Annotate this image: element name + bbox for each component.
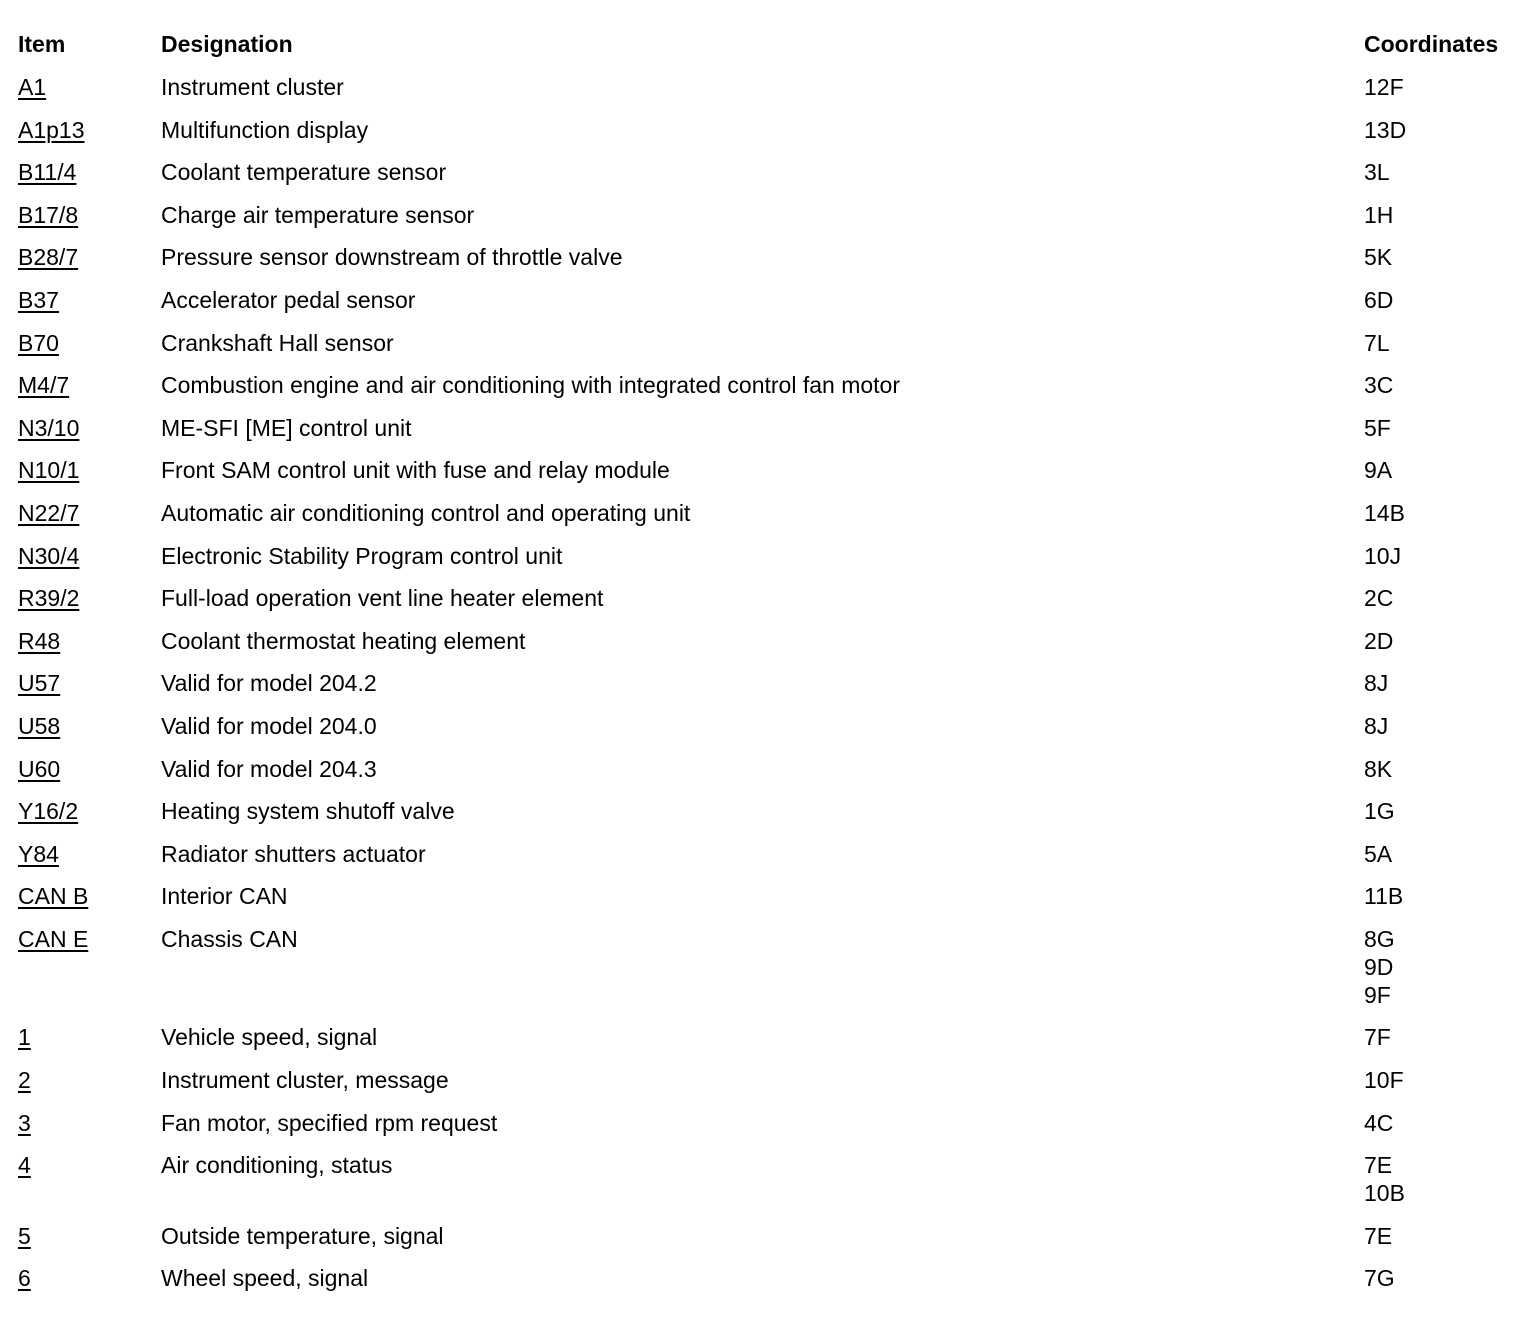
table-row xyxy=(18,577,1524,620)
coordinate-value: 8J xyxy=(1364,712,1389,739)
table-row xyxy=(18,790,1524,833)
item-link[interactable]: N22/7 xyxy=(18,499,80,526)
item-cell xyxy=(18,73,161,101)
designation-cell: Air conditioning, status xyxy=(161,1152,393,1179)
coordinates-cell xyxy=(1364,840,1524,868)
coordinate-value: 1H xyxy=(1364,201,1394,228)
table-row xyxy=(18,1257,1524,1300)
coordinates-cell xyxy=(1364,627,1524,655)
item-link[interactable]: B37 xyxy=(18,286,59,313)
coordinate-value: 14B xyxy=(1364,499,1405,526)
item-cell xyxy=(18,1109,161,1137)
item-cell xyxy=(18,116,161,144)
table-row xyxy=(18,620,1524,663)
item-link[interactable]: R48 xyxy=(18,627,61,654)
item-link[interactable]: Y84 xyxy=(18,840,59,867)
table-row xyxy=(18,449,1524,492)
designation-cell: Valid for model 204.3 xyxy=(161,755,377,782)
table-row xyxy=(18,833,1524,876)
coordinate-value: 2D xyxy=(1364,627,1394,654)
item-link[interactable]: 1 xyxy=(18,1024,31,1051)
coordinates-cell xyxy=(1364,371,1524,399)
coordinates-cell xyxy=(1364,456,1524,484)
coordinate-value: 4C xyxy=(1364,1109,1394,1136)
header-coordinates: Coordinates xyxy=(1364,31,1499,57)
item-link[interactable]: M4/7 xyxy=(18,372,70,399)
table-row xyxy=(18,1059,1524,1102)
designation-cell: Wheel speed, signal xyxy=(161,1265,369,1292)
coordinate-value: 7E xyxy=(1364,1152,1393,1179)
coordinates-cell xyxy=(1364,669,1524,697)
item-cell xyxy=(18,499,161,527)
coordinates-cell xyxy=(1364,925,1524,1009)
table-row xyxy=(18,236,1524,279)
coordinates-cell xyxy=(1364,1151,1524,1207)
item-link[interactable]: A1p13 xyxy=(18,116,85,143)
item-cell xyxy=(18,456,161,484)
header-item: Item xyxy=(18,31,66,57)
legend-table xyxy=(18,24,1524,1300)
designation-cell: Electronic Stability Program control unit xyxy=(161,542,563,569)
item-cell xyxy=(18,712,161,740)
designation-cell: Instrument cluster, message xyxy=(161,1067,449,1094)
coordinate-value: 13D xyxy=(1364,116,1407,143)
item-cell xyxy=(18,1151,161,1179)
table-row xyxy=(18,407,1524,450)
item-link[interactable]: B11/4 xyxy=(18,159,77,186)
designation-cell: Chassis CAN xyxy=(161,925,298,952)
designation-cell: Radiator shutters actuator xyxy=(161,840,426,867)
table-row xyxy=(18,364,1524,407)
designation-cell: Coolant temperature sensor xyxy=(161,159,447,186)
item-cell xyxy=(18,669,161,697)
coordinate-value: 11B xyxy=(1364,883,1404,910)
item-cell xyxy=(18,1023,161,1051)
table-body xyxy=(18,66,1524,1300)
item-cell xyxy=(18,329,161,357)
item-cell xyxy=(18,627,161,655)
item-cell xyxy=(18,542,161,570)
designation-cell: Fan motor, specified rpm request xyxy=(161,1109,498,1136)
coordinates-cell xyxy=(1364,286,1524,314)
table-row xyxy=(18,151,1524,194)
coordinate-value: 8J xyxy=(1364,670,1389,697)
coordinates-cell xyxy=(1364,116,1524,144)
item-cell xyxy=(18,755,161,783)
table-row xyxy=(18,875,1524,918)
coordinates-cell xyxy=(1364,158,1524,186)
coordinates-cell xyxy=(1364,1264,1524,1292)
item-link[interactable]: U60 xyxy=(18,755,61,782)
designation-cell: Valid for model 204.0 xyxy=(161,712,377,739)
designation-cell: Interior CAN xyxy=(161,883,288,910)
coordinate-value: 5F xyxy=(1364,414,1391,441)
item-cell xyxy=(18,840,161,868)
table-row xyxy=(18,918,1524,1017)
table-row xyxy=(18,322,1524,365)
designation-cell: Automatic air conditioning control and operating unit xyxy=(161,499,691,526)
item-cell xyxy=(18,1222,161,1250)
item-link[interactable]: CAN E xyxy=(18,925,89,952)
coordinates-cell xyxy=(1364,1023,1524,1051)
coordinates-cell xyxy=(1364,243,1524,271)
table-row xyxy=(18,109,1524,152)
designation-cell: Instrument cluster xyxy=(161,74,344,100)
coordinate-value: 6D xyxy=(1364,286,1394,313)
item-link[interactable]: 6 xyxy=(18,1265,31,1292)
item-link[interactable]: N3/10 xyxy=(18,414,80,441)
coordinates-cell xyxy=(1364,1066,1524,1094)
item-cell xyxy=(18,414,161,442)
item-link[interactable]: CAN B xyxy=(18,883,89,910)
item-link[interactable]: 5 xyxy=(18,1222,31,1249)
table-row xyxy=(18,748,1524,791)
designation-cell: Accelerator pedal sensor xyxy=(161,286,416,313)
coordinates-cell xyxy=(1364,499,1524,527)
designation-cell: Valid for model 204.2 xyxy=(161,670,377,697)
item-cell xyxy=(18,158,161,186)
table-row xyxy=(18,1016,1524,1059)
coordinates-cell xyxy=(1364,201,1524,229)
table-row xyxy=(18,194,1524,237)
item-cell xyxy=(18,286,161,314)
coordinate-value: 12F xyxy=(1364,74,1404,100)
coordinate-value: 8K xyxy=(1364,755,1393,782)
item-cell xyxy=(18,243,161,271)
coordinate-value: 1G xyxy=(1364,798,1395,825)
coordinate-value: 5K xyxy=(1364,244,1393,271)
table-row xyxy=(18,1144,1524,1215)
designation-cell: Multifunction display xyxy=(161,116,369,143)
coordinates-cell xyxy=(1364,1109,1524,1137)
coordinates-cell xyxy=(1364,414,1524,442)
item-link[interactable]: U58 xyxy=(18,712,61,739)
coordinate-value: 10J xyxy=(1364,542,1402,569)
table-row xyxy=(18,279,1524,322)
item-link[interactable]: 4 xyxy=(18,1152,31,1179)
designation-cell: Combustion engine and air conditioning with integrated control fan motor xyxy=(161,372,900,399)
coordinate-value: 8G xyxy=(1364,925,1395,952)
item-cell xyxy=(18,882,161,910)
item-cell xyxy=(18,584,161,612)
designation-cell: Heating system shutoff valve xyxy=(161,798,455,825)
coordinate-value: 9D xyxy=(1364,953,1394,980)
item-link[interactable]: 3 xyxy=(18,1109,31,1136)
coordinate-value: 5A xyxy=(1364,840,1393,867)
designation-cell: Front SAM control unit with fuse and relay module xyxy=(161,457,670,484)
designation-cell: ME-SFI [ME] control unit xyxy=(161,414,412,441)
item-cell xyxy=(18,1066,161,1094)
designation-cell: Charge air temperature sensor xyxy=(161,201,475,228)
table-row xyxy=(18,535,1524,578)
coordinate-value: 9A xyxy=(1364,457,1393,484)
designation-cell: Crankshaft Hall sensor xyxy=(161,329,394,356)
coordinates-cell xyxy=(1364,542,1524,570)
item-link[interactable]: A1 xyxy=(18,74,47,100)
item-link[interactable]: B17/8 xyxy=(18,201,79,228)
coordinates-cell xyxy=(1364,882,1524,910)
item-cell xyxy=(18,1264,161,1292)
coordinate-value: 9F xyxy=(1364,981,1391,1008)
coordinates-cell xyxy=(1364,1222,1524,1250)
item-link[interactable]: Y16/2 xyxy=(18,798,79,825)
item-link[interactable]: U57 xyxy=(18,670,61,697)
designation-cell: Outside temperature, signal xyxy=(161,1222,444,1249)
coordinates-cell xyxy=(1364,73,1524,101)
coordinate-value: 7L xyxy=(1364,329,1390,356)
item-cell xyxy=(18,797,161,825)
coordinate-value: 2C xyxy=(1364,585,1394,612)
header-designation: Designation xyxy=(161,31,293,57)
designation-cell: Vehicle speed, signal xyxy=(161,1024,378,1051)
item-link[interactable]: R39/2 xyxy=(18,585,80,612)
table-header-row xyxy=(18,24,1524,66)
coordinate-value: 10F xyxy=(1364,1067,1404,1094)
table-row xyxy=(18,66,1524,109)
item-link[interactable]: B70 xyxy=(18,329,59,356)
coordinate-value: 7E xyxy=(1364,1222,1393,1249)
item-cell xyxy=(18,201,161,229)
coordinates-cell xyxy=(1364,712,1524,740)
item-link[interactable]: N10/1 xyxy=(18,457,80,484)
table-row xyxy=(18,1215,1524,1258)
coordinates-cell xyxy=(1364,329,1524,357)
item-link[interactable]: 2 xyxy=(18,1067,31,1094)
coordinates-cell xyxy=(1364,755,1524,783)
item-cell xyxy=(18,371,161,399)
designation-cell: Full-load operation vent line heater element xyxy=(161,585,604,612)
coordinate-value: 7F xyxy=(1364,1024,1391,1051)
coordinate-value: 3L xyxy=(1364,159,1390,186)
coordinates-cell xyxy=(1364,797,1524,825)
item-link[interactable]: N30/4 xyxy=(18,542,80,569)
designation-cell: Coolant thermostat heating element xyxy=(161,627,526,654)
coordinate-value: 10B xyxy=(1364,1180,1405,1207)
table-row xyxy=(18,662,1524,705)
table-row xyxy=(18,705,1524,748)
item-link[interactable]: B28/7 xyxy=(18,244,79,271)
coordinates-cell xyxy=(1364,584,1524,612)
table-row xyxy=(18,1102,1524,1145)
designation-cell: Pressure sensor downstream of throttle valve xyxy=(161,244,623,271)
table-row xyxy=(18,492,1524,535)
item-cell xyxy=(18,925,161,953)
coordinate-value: 7G xyxy=(1364,1265,1395,1292)
coordinate-value: 3C xyxy=(1364,372,1394,399)
